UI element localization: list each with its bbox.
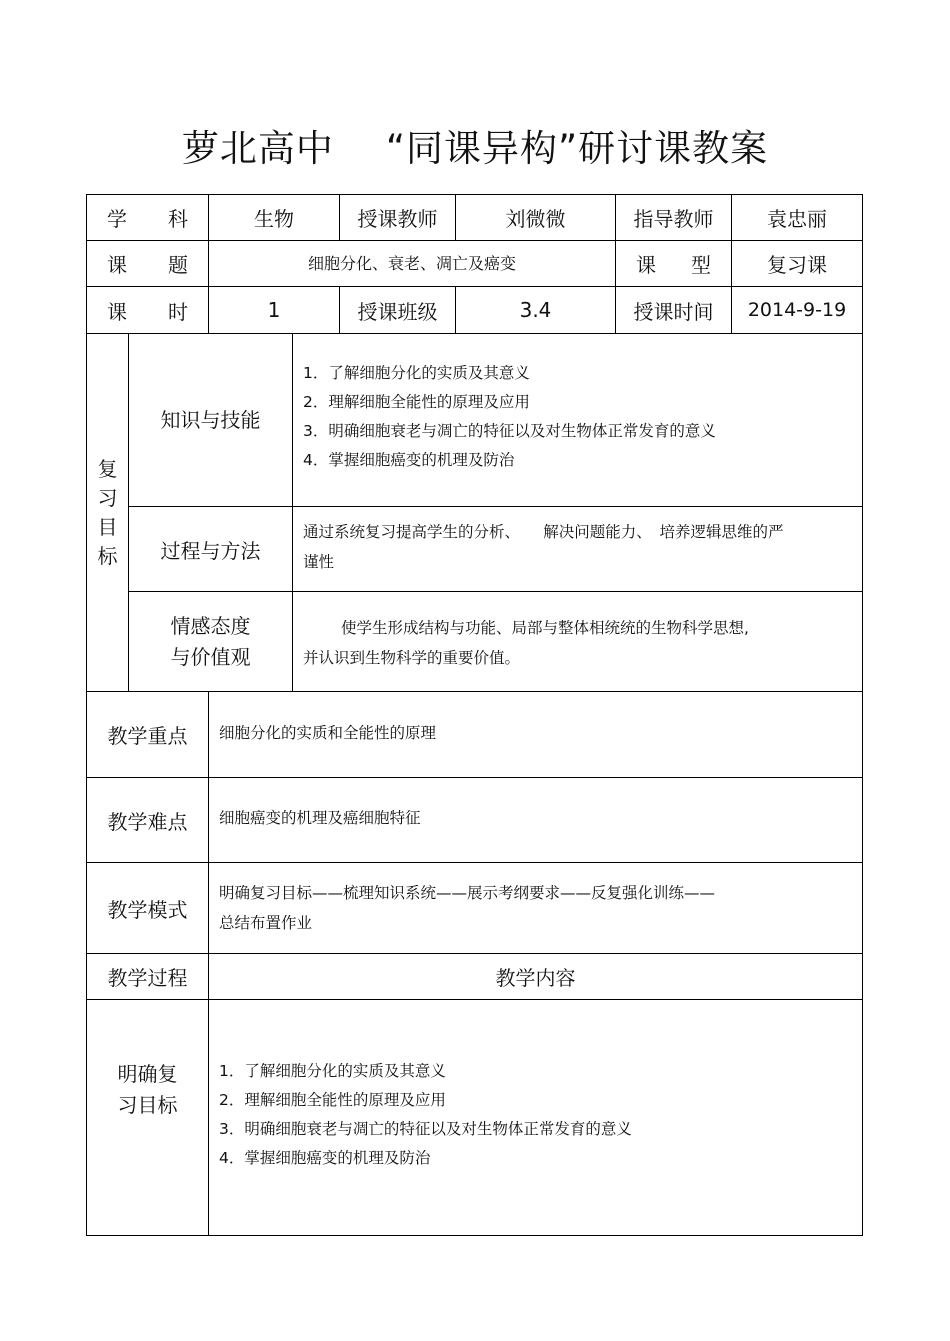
process-method-text: 通过系统复习提高学生的分析、 解决问题能力、 培养逻辑思维的严 谨性: [303, 523, 784, 571]
page-title: [0, 118, 950, 172]
teaching-process-label: 教学过程: [107, 966, 188, 990]
period-value: 1: [267, 298, 281, 322]
subject-value: 生物: [254, 207, 294, 231]
list-item: 4．掌握细胞癌变的机理及防治: [219, 1149, 431, 1167]
review-goals-label: 明确复 习目标: [117, 1062, 178, 1117]
advisor-value: 袁忠丽: [767, 207, 827, 231]
list-item: 2．理解细胞全能性的原理及应用: [219, 1091, 446, 1109]
teaching-mode-text: 明确复习目标——梳理知识系统——展示考纲要求——反复强化训练—— 总结布置作业: [219, 884, 716, 932]
list-item: 1．了解细胞分化的实质及其意义: [219, 1062, 446, 1080]
title-main: “同课异构”研讨课教案: [385, 127, 769, 170]
knowledge-list: [293, 359, 862, 499]
subject-label: 学 科: [107, 207, 188, 231]
title-school: 萝北高中: [181, 127, 334, 170]
type-value: 复习课: [767, 253, 827, 277]
date-value: 2014-9-19: [747, 299, 847, 321]
emotion-label: 情感态度 与价值观: [170, 613, 251, 669]
list-item: 2．理解细胞全能性的原理及应用: [303, 393, 530, 411]
topic-label: 课 题: [107, 253, 188, 277]
class-value: 3.4: [519, 298, 552, 322]
class-label: 授课班级: [357, 299, 438, 324]
date-label: 授课时间: [633, 299, 714, 324]
list-item: 1．了解细胞分化的实质及其意义: [303, 364, 530, 382]
topic-value: 细胞分化、衰老、凋亡及癌变: [307, 253, 516, 273]
difficult-point-label: 教学难点: [107, 809, 188, 834]
process-method-label: 过程与方法: [160, 538, 261, 563]
period-label: 课 时: [107, 299, 188, 324]
list-item: 3．明确细胞衰老与凋亡的特征以及对生物体正常发育的意义: [303, 422, 716, 440]
advisor-label: 指导教师: [633, 207, 714, 231]
difficult-point-text: 细胞癌变的机理及癌细胞特征: [219, 809, 421, 827]
teaching-content-label: 教学内容: [495, 966, 576, 990]
key-point-label: 教学重点: [107, 724, 188, 748]
goals-label: 复习目标: [97, 456, 118, 568]
teacher-label: 授课教师: [357, 207, 438, 231]
emotion-text: 使学生形成结构与功能、局部与整体相统统的生物科学思想, 并认识到生物科学的重要价值。: [303, 619, 749, 667]
list-item: 3．明确细胞衰老与凋亡的特征以及对生物体正常发育的意义: [219, 1120, 632, 1138]
type-label: 课 型: [636, 253, 711, 277]
knowledge-label: 知识与技能: [160, 407, 261, 432]
teacher-value: 刘微微: [505, 207, 566, 231]
review-goals-list: [209, 1057, 862, 1177]
teaching-mode-label: 教学模式: [107, 897, 188, 922]
key-point-text: 细胞分化的实质和全能性的原理: [219, 724, 437, 742]
list-item: 4．掌握细胞癌变的机理及防治: [303, 451, 515, 469]
